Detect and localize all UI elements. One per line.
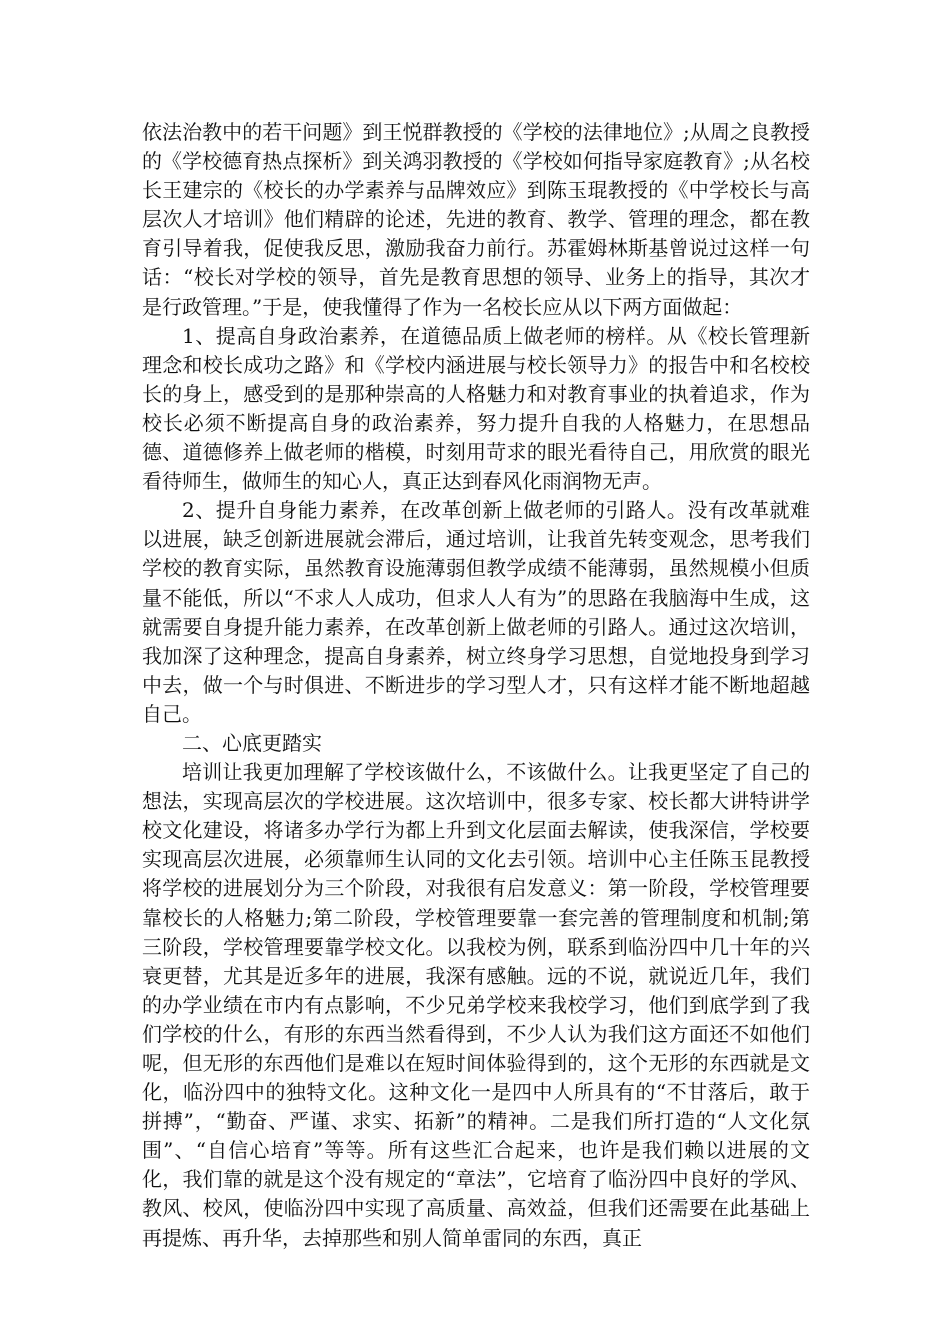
section-heading: 二、心底更踏实	[182, 730, 322, 755]
paragraph-section-body: 培训让我更加理解了学校该做什么，不该做什么。让我更坚定了自己的想法，实现高层次的学校进展。这次培训中，很多专家、校长都大讲特讲学校文化建设，将诸多办学行为都上升到文化层面去解读，使我深信，学校要实现高层次进展，必须靠师生认同的文化去引领。培训中心主任陈玉昆教授将学校的进展划分为三个阶段，对我很有启发意义：第一阶段，学校管理要靠校长的人格魅力;第二阶段，学校管理要靠一套完善的管理制度和机制;第三阶段，学校管理要靠学校文化。以我校为例，联系到临汾四中几十年的兴衰更替，尤其是近多年的进展，我深有感触。远的不说，就说近几年，我们的办学业绩在市内有点影响，不少兄弟学校来我校学习，他们到底学到了我们学校的什么，有形的东西当然看得到，不少人认为我们这方面还不如他们呢，但无形的东西他们是难以在短时间体验得到的，这个无形的东西就是文化，临汾四中的独特文化。这种文化一是四中人所具有的“不甘落后，敢于拼搏”，“勤奋、严谨、求实、拓新”的精神。二是我们所打造的“人文化氛围”、“自信心培育”等等。所有这些汇合起来，也许是我们赖以进展的文化，我们靠的就是这个没有规定的“章法”，它培育了临汾四中良好的学风、教风、校风，使临汾四中实现了高质量、高效益，但我们还需要在此基础上再提炼、再升华，去掉那些和别人简单雷同的东西，真正	[142, 760, 810, 1250]
paragraph-intro: 依法治教中的若干问题》到王悦群教授的《学校的法律地位》;从周之良教授的《学校德育热点探析》到关鸿羽教授的《学校如何指导家庭教育》;从名校长王建宗的《校长的办学素养与品牌效应》到陈玉琨教授的《中学校长与高层次人才培训》他们精辟的论述，先进的教育、教学、管理的理念，都在教育引导着我，促使我反思，激励我奋力前行。苏霍姆林斯基曾说过这样一句话：“校长对学校的领导，首先是教育思想的领导、业务上的指导，其次才是行政管理。”于是，使我懂得了作为一名校长应从以下两方面做起：	[142, 120, 810, 319]
paragraph-point-1: 1、提高自身政治素养，在道德品质上做老师的榜样。从《校长管理新理念和校长成功之路》和《学校内涵进展与校长领导力》的报告中和名校校长的身上，感受到的是那种崇高的人格魅力和对教育事业的执着追求，作为校长必须不断提高自身的政治素养，努力提升自我的人格魅力，在思想品德、道德修养上做老师的楷模，时刻用苛求的眼光看待自己，用欣赏的眼光看待师生，做师生的知心人，真正达到春风化雨润物无声。	[142, 323, 810, 494]
paragraph-point-2: 2、提升自身能力素养，在改革创新上做老师的引路人。没有改革就难以进展，缺乏创新进展就会滞后，通过培训，让我首先转变观念，思考我们学校的教育实际，虽然教育设施薄弱但教学成绩不能薄弱，虽然规模小但质量不能低，所以“不求人人成功，但求人人有为”的思路在我脑海中生成，这就需要自身提升能力素养，在改革创新上做老师的引路人。通过这次培训，我加深了这种理念，提高自身素养，树立终身学习思想，自觉地投身到学习中去，做一个与时俱进、不断进步的学习型人才，只有这样才能不断地超越自己。	[142, 498, 810, 726]
document-body	[142, 118, 810, 1253]
